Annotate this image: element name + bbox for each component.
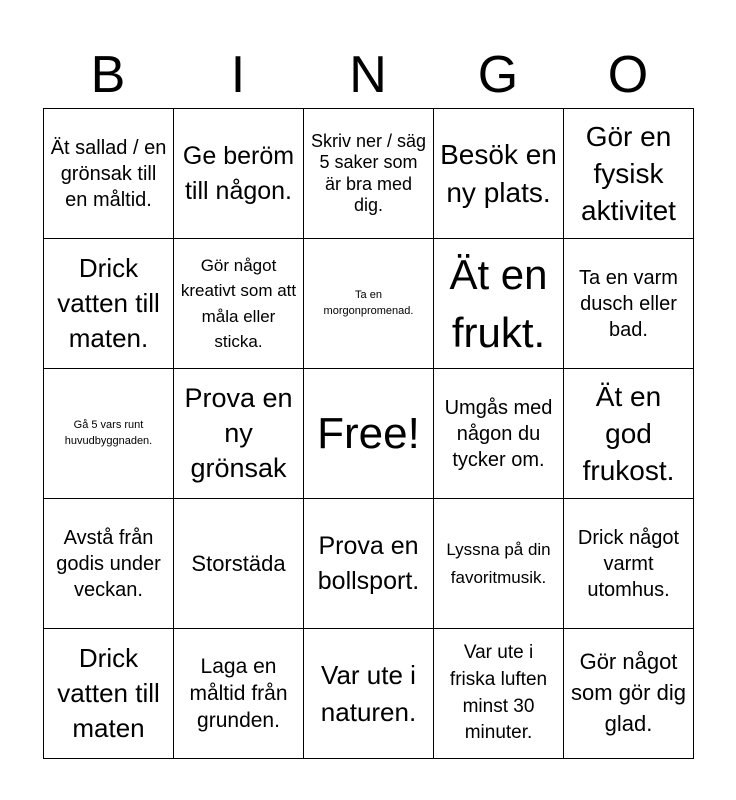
grid-row <box>44 369 694 499</box>
bingo-header <box>43 42 693 108</box>
bingo-cell[interactable]: Umgås med någon du tycker om. <box>434 369 564 499</box>
bingo-cell[interactable]: Ät sallad / en grönsak till en måltid. <box>44 109 174 239</box>
bingo-cell[interactable]: Gör något kreativt som att måla eller sticka. <box>174 239 304 369</box>
bingo-cell[interactable]: Drick vatten till maten. <box>44 239 174 369</box>
bingo-cell[interactable]: Var ute i friska luften minst 30 minuter. <box>434 629 564 759</box>
bingo-cell[interactable]: Ät en frukt. <box>434 239 564 369</box>
header-letter-i: I <box>230 46 246 104</box>
bingo-grid <box>43 108 694 759</box>
bingo-cell[interactable]: Prova en ny grönsak <box>174 369 304 499</box>
bingo-cell[interactable]: Ät en god frukost. <box>564 369 694 499</box>
bingo-cell[interactable]: Ta en varm dusch eller bad. <box>564 239 694 369</box>
bingo-cell[interactable]: Lyssna på din favoritmusik. <box>434 499 564 629</box>
bingo-cell[interactable]: Besök en ny plats. <box>434 109 564 239</box>
grid-row <box>44 109 694 239</box>
bingo-cell[interactable]: Gå 5 vars runt huvudbyggnaden. <box>44 369 174 499</box>
bingo-cell[interactable]: Var ute i naturen. <box>304 629 434 759</box>
header-letter-n: N <box>349 46 387 104</box>
bingo-cell[interactable]: Gör en fysisk aktivitet <box>564 109 694 239</box>
bingo-cell[interactable]: Avstå från godis under veckan. <box>44 499 174 629</box>
header-letter-b: B <box>90 46 126 104</box>
bingo-cell[interactable]: Drick något varmt utomhus. <box>564 499 694 629</box>
bingo-cell[interactable]: Skriv ner / säg 5 saker som är bra med dig. <box>304 109 434 239</box>
bingo-cell[interactable]: Drick vatten till maten <box>44 629 174 759</box>
bingo-cell[interactable]: Gör något som gör dig glad. <box>564 629 694 759</box>
grid-row <box>44 629 694 759</box>
bingo-cell[interactable]: Prova en bollsport. <box>304 499 434 629</box>
grid-row <box>44 499 694 629</box>
bingo-cell[interactable]: Ta en morgonpromenad. <box>304 239 434 369</box>
header-letter-g: G <box>477 46 519 104</box>
bingo-cell[interactable]: Laga en måltid från grunden. <box>174 629 304 759</box>
bingo-cell-free[interactable]: Free! <box>304 369 434 499</box>
bingo-cell[interactable]: Storstäda <box>174 499 304 629</box>
grid-row <box>44 239 694 369</box>
bingo-cell[interactable]: Ge beröm till någon. <box>174 109 304 239</box>
header-letter-o: O <box>607 46 649 104</box>
